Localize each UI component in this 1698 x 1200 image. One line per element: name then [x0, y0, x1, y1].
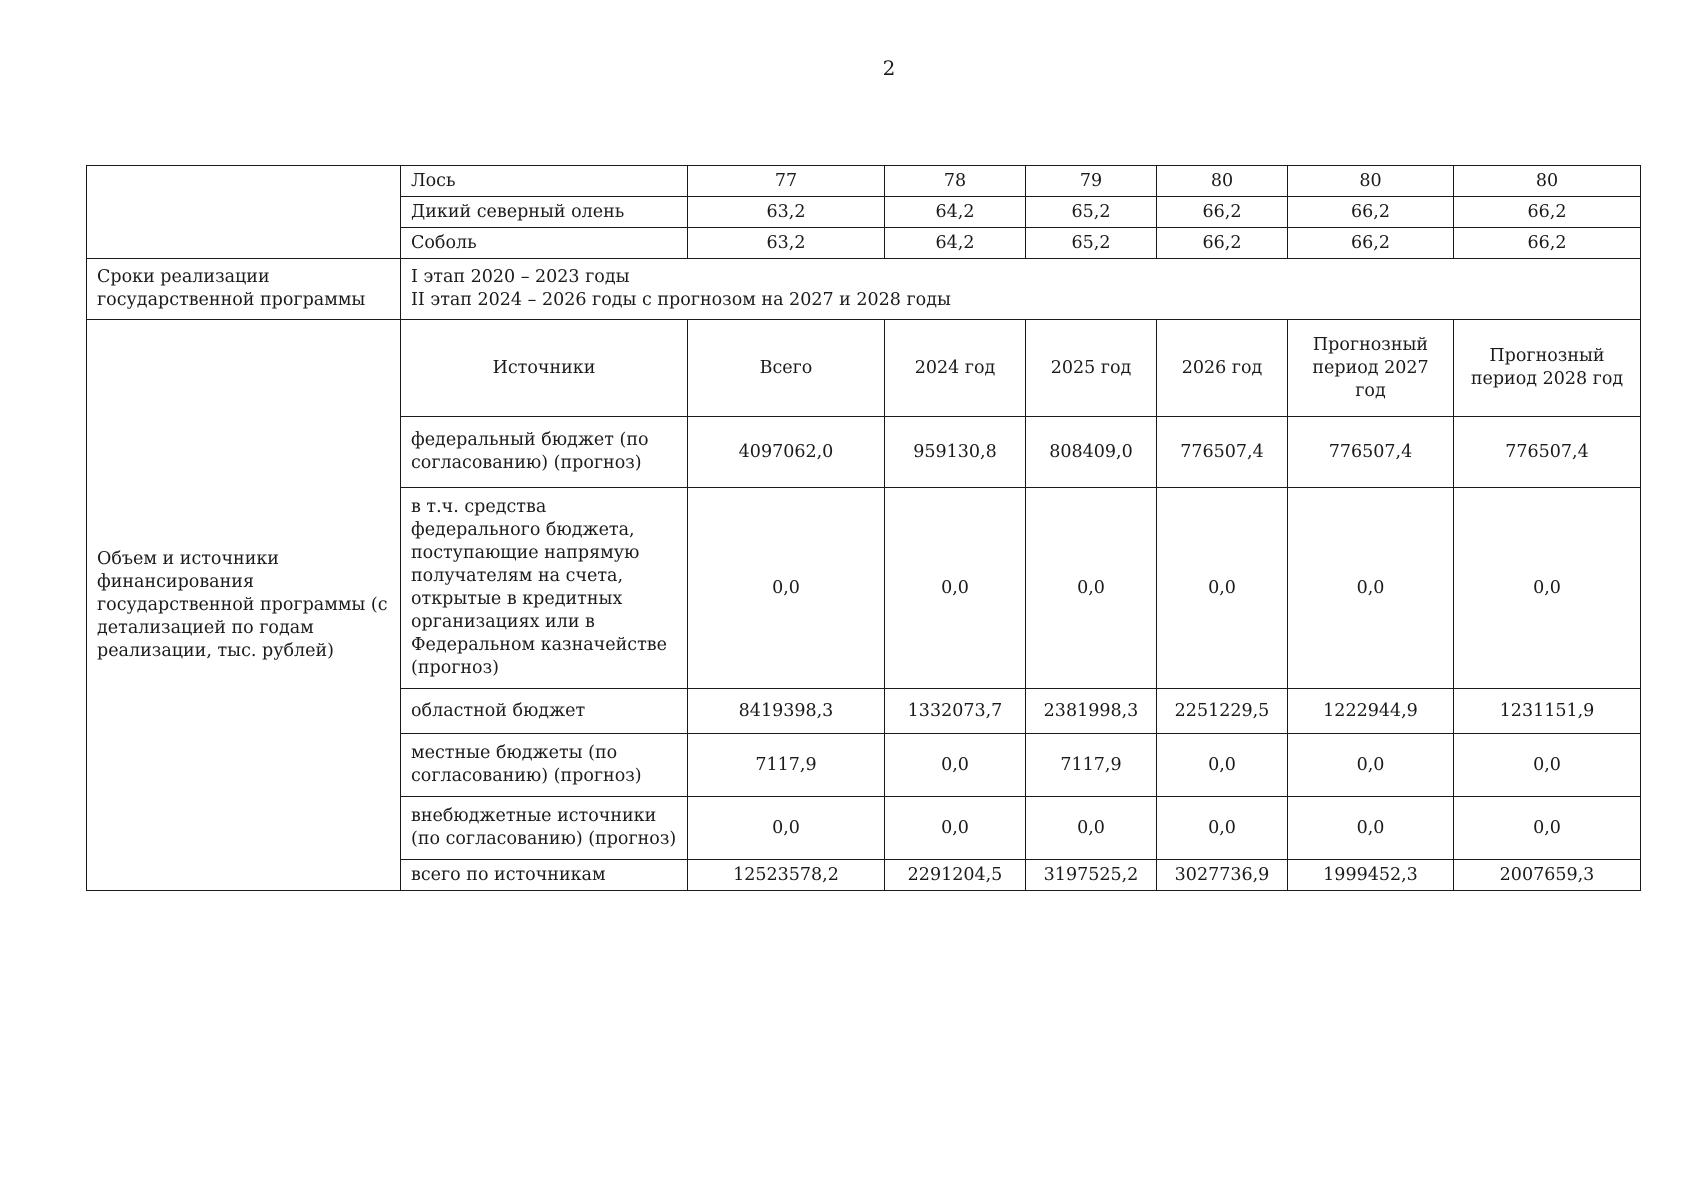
- terms-row: [87, 259, 1641, 320]
- indicator-value: 66,2: [1157, 197, 1288, 228]
- financing-header-row: [87, 320, 1641, 417]
- header-2027: Прогнозный период 2027 год: [1288, 320, 1454, 417]
- empty-cell: [87, 166, 401, 259]
- indicator-value: 78: [885, 166, 1026, 197]
- amount-cell: 0,0: [1288, 488, 1454, 689]
- header-2028: Прогнозный период 2028 год: [1454, 320, 1641, 417]
- amount-cell: 0,0: [885, 488, 1026, 689]
- indicator-value: 66,2: [1288, 228, 1454, 259]
- amount-cell: 8419398,3: [688, 689, 885, 734]
- total-cell: 2007659,3: [1454, 860, 1641, 891]
- amount-cell: 0,0: [688, 797, 885, 860]
- source-name: местные бюджеты (по согласованию) (прогноз): [401, 734, 688, 797]
- indicator-row: [87, 166, 1641, 197]
- indicator-value: 80: [1288, 166, 1454, 197]
- total-cell: 12523578,2: [688, 860, 885, 891]
- amount-cell: 776507,4: [1288, 417, 1454, 488]
- page-number: 2: [882, 56, 896, 80]
- indicator-name: Лось: [401, 166, 688, 197]
- program-passport-table: [86, 165, 1641, 891]
- source-name: федеральный бюджет (по согласованию) (прогноз): [401, 417, 688, 488]
- amount-cell: 1231151,9: [1454, 689, 1641, 734]
- amount-cell: 0,0: [1454, 488, 1641, 689]
- amount-cell: 0,0: [1454, 797, 1641, 860]
- amount-cell: 0,0: [1026, 797, 1157, 860]
- indicator-value: 80: [1157, 166, 1288, 197]
- terms-stage-1: I этап 2020 – 2023 годы: [411, 267, 630, 287]
- amount-cell: 776507,4: [1454, 417, 1641, 488]
- header-sources: Источники: [401, 320, 688, 417]
- terms-label: Сроки реализации государственной программы: [87, 259, 401, 320]
- terms-stage-2: II этап 2024 – 2026 годы с прогнозом на 2027 и 2028 годы: [411, 290, 951, 310]
- amount-cell: 0,0: [1026, 488, 1157, 689]
- amount-cell: 0,0: [1157, 734, 1288, 797]
- amount-cell: 2251229,5: [1157, 689, 1288, 734]
- amount-cell: 0,0: [1288, 797, 1454, 860]
- indicator-value: 65,2: [1026, 197, 1157, 228]
- header-2026: 2026 год: [1157, 320, 1288, 417]
- amount-cell: 959130,8: [885, 417, 1026, 488]
- indicator-value: 66,2: [1288, 197, 1454, 228]
- amount-cell: 0,0: [1157, 797, 1288, 860]
- indicator-value: 65,2: [1026, 228, 1157, 259]
- amount-cell: 4097062,0: [688, 417, 885, 488]
- indicator-value: 79: [1026, 166, 1157, 197]
- indicator-value: 63,2: [688, 228, 885, 259]
- indicator-value: 80: [1454, 166, 1641, 197]
- amount-cell: 808409,0: [1026, 417, 1157, 488]
- header-2024: 2024 год: [885, 320, 1026, 417]
- indicator-value: 66,2: [1454, 228, 1641, 259]
- amount-cell: 0,0: [885, 797, 1026, 860]
- indicator-value: 64,2: [885, 197, 1026, 228]
- amount-cell: 776507,4: [1157, 417, 1288, 488]
- indicator-value: 77: [688, 166, 885, 197]
- total-cell: 3027736,9: [1157, 860, 1288, 891]
- indicator-name: Соболь: [401, 228, 688, 259]
- indicator-name: Дикий северный олень: [401, 197, 688, 228]
- source-name: всего по источникам: [401, 860, 688, 891]
- amount-cell: 0,0: [1157, 488, 1288, 689]
- indicator-value: 66,2: [1454, 197, 1641, 228]
- indicator-value: 63,2: [688, 197, 885, 228]
- source-name: областной бюджет: [401, 689, 688, 734]
- total-cell: 3197525,2: [1026, 860, 1157, 891]
- amount-cell: 0,0: [1454, 734, 1641, 797]
- financing-label: Объем и источники финансирования государственной программы (с детализацией по годам реализации, тыс. рублей): [87, 320, 401, 891]
- amount-cell: 1222944,9: [1288, 689, 1454, 734]
- total-cell: 2291204,5: [885, 860, 1026, 891]
- indicator-value: 64,2: [885, 228, 1026, 259]
- header-total: Всего: [688, 320, 885, 417]
- source-name: внебюджетные источники (по согласованию) (прогноз): [401, 797, 688, 860]
- source-name: в т.ч. средства федерального бюджета, поступающие напрямую получателям на счета, открытые в кредитных организациях или в Федеральном казначействе (прогноз): [401, 488, 688, 689]
- total-cell: 1999452,3: [1288, 860, 1454, 891]
- amount-cell: 7117,9: [1026, 734, 1157, 797]
- amount-cell: 1332073,7: [885, 689, 1026, 734]
- amount-cell: 7117,9: [688, 734, 885, 797]
- indicator-value: 66,2: [1157, 228, 1288, 259]
- amount-cell: 0,0: [688, 488, 885, 689]
- amount-cell: 0,0: [1288, 734, 1454, 797]
- header-2025: 2025 год: [1026, 320, 1157, 417]
- terms-value: [401, 259, 1641, 320]
- amount-cell: 0,0: [885, 734, 1026, 797]
- amount-cell: 2381998,3: [1026, 689, 1157, 734]
